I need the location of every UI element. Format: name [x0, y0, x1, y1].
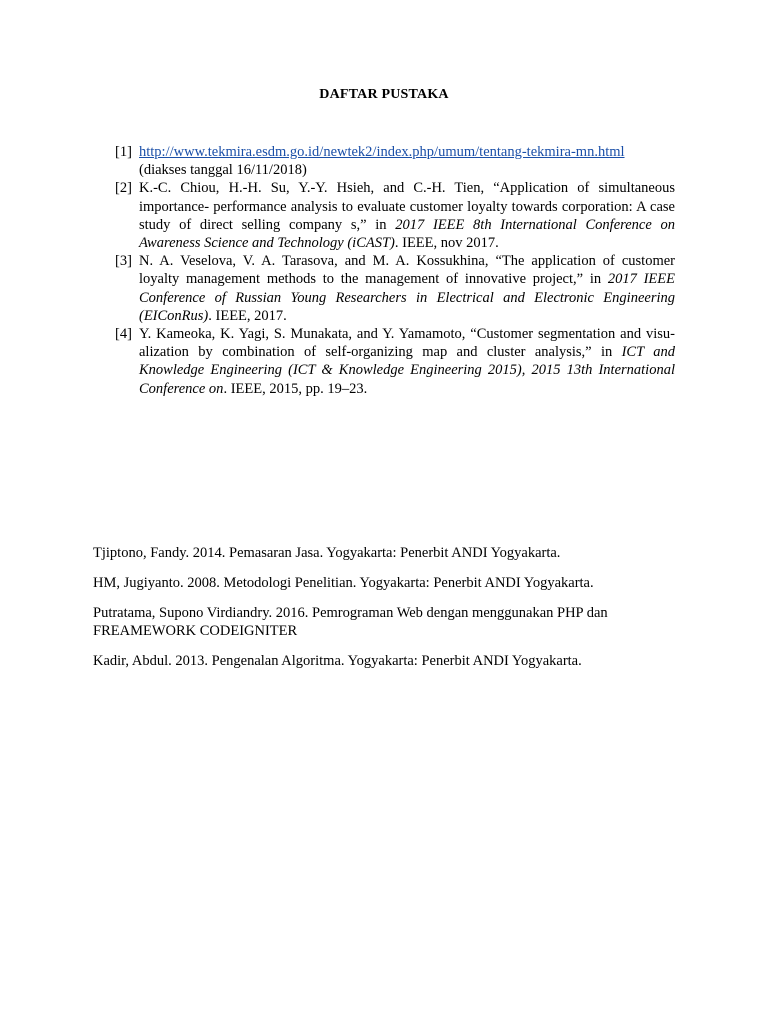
reference-number: [3]	[115, 253, 132, 270]
reference-text: Y. Kameoka, K. Yagi, S. Munakata, and Y. Yamamoto, “Customer segmentation and visu- alization by combination of self-organizing map and cluster analysis,” in	[139, 326, 675, 361]
reference-venue: ICT and Knowledge Engineering (ICT & Knowledge Engineering 2015), 2015 13th International Conference on	[139, 344, 675, 397]
reference-number: [4]	[115, 326, 132, 343]
reference-text: K.-C. Chiou, H.-H. Su, Y.-Y. Hsieh, and C.-H. Tien, “Application of simultaneous importance- performance analysis to evaluate customer loyalty towards corporation: A case study of direct selling company s,” in	[139, 180, 675, 233]
reference-number: [1]	[115, 144, 132, 160]
page-title: DAFTAR PUSTAKA	[319, 87, 449, 102]
bibliography-item: Putratama, Supono Virdiandry. 2016. Pemrograman Web dengan menggunakan PHP dan FREAMEWORK CODEIGNITER	[93, 605, 608, 639]
reference-item-1	[115, 143, 675, 179]
reference-body	[139, 252, 675, 325]
reference-venue: 2017 IEEE 8th International Conference on Awareness Science and Technology (iCAST)	[139, 216, 675, 252]
reference-item-2	[115, 179, 675, 252]
bibliography-list	[93, 544, 693, 682]
reference-tail: . IEEE, 2015, pp. 19–23.	[223, 380, 368, 397]
reference-body	[139, 325, 675, 398]
reference-venue: 2017 IEEE Conference of Russian Young Researchers in Electrical and Electronic Engineering (EIConRus)	[139, 271, 675, 324]
bibliography-item: Kadir, Abdul. 2013. Pengenalan Algoritma. Yogyakarta: Penerbit ANDI Yogyakarta.	[93, 653, 582, 669]
reference-item-4	[115, 325, 675, 398]
reference-number: [2]	[115, 180, 132, 197]
reference-link[interactable]: http://www.tekmira.esdm.go.id/newtek2/index.php/umum/tentang-tekmira-mn.html	[139, 144, 625, 160]
bibliography-item: Tjiptono, Fandy. 2014. Pemasaran Jasa. Yogyakarta: Penerbit ANDI Yogyakarta.	[93, 545, 561, 561]
reference-item-3	[115, 252, 675, 325]
reference-body	[139, 179, 675, 252]
reference-text: N. A. Veselova, V. A. Tarasova, and M. A. Kossukhina, “The application of customer loyalty management methods to the management of innovative project,” in	[139, 253, 675, 288]
reference-body	[139, 143, 675, 179]
reference-tail: . IEEE, nov 2017.	[394, 235, 499, 252]
reference-note: (diakses tanggal 16/11/2018)	[139, 162, 307, 179]
bibliography-item: HM, Jugiyanto. 2008. Metodologi Penelitian. Yogyakarta: Penerbit ANDI Yogyakarta.	[93, 575, 594, 591]
reference-tail: . IEEE, 2017.	[208, 307, 287, 324]
reference-list	[115, 143, 675, 398]
